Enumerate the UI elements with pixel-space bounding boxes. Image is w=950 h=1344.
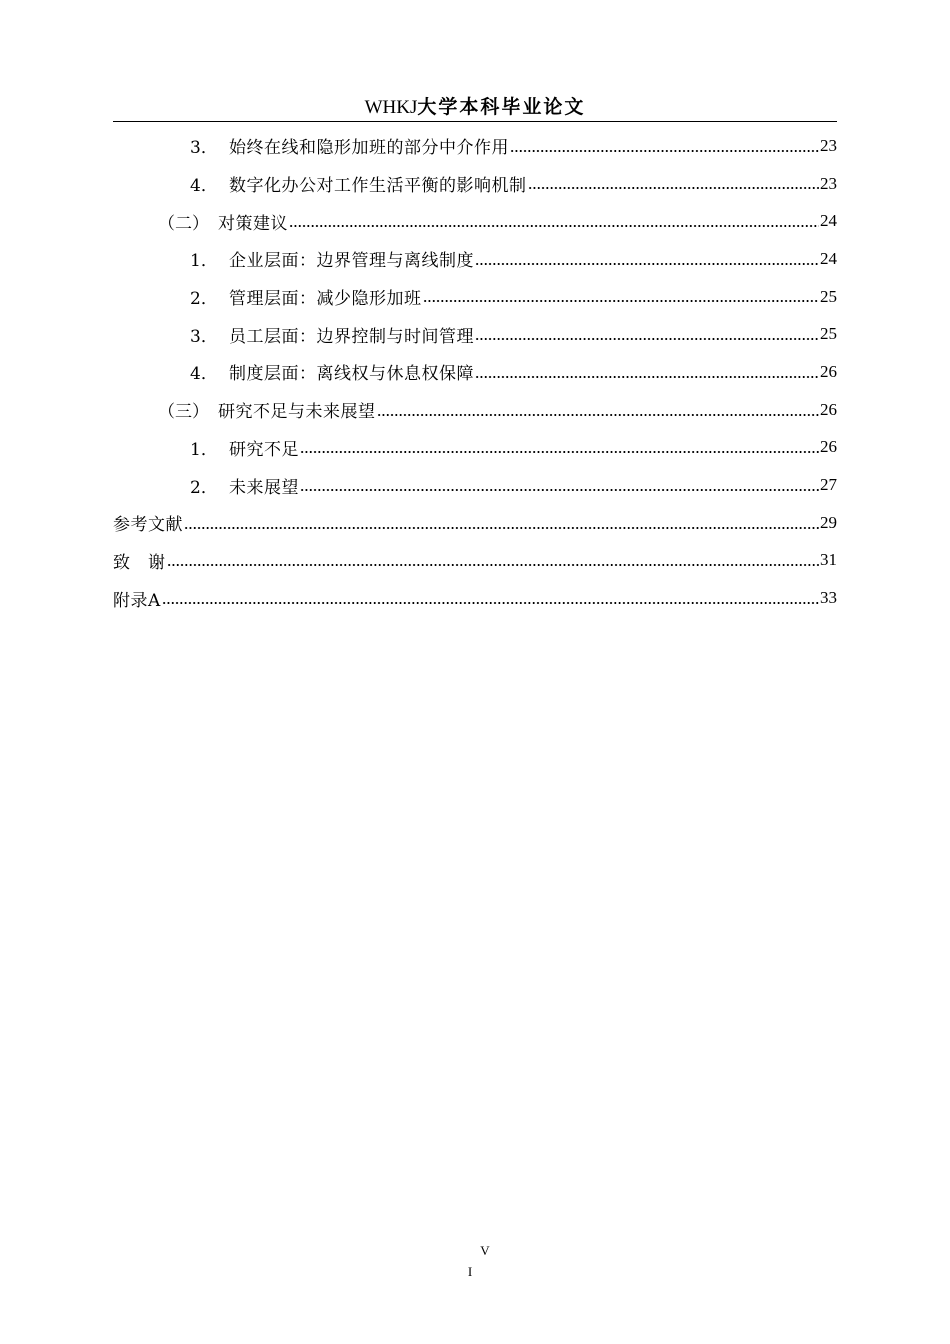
toc-entry-title: 数字化办公对工作生活平衡的影响机制 [229,176,527,197]
toc-entry[interactable] [113,391,837,429]
toc-entry-number: 2． [190,477,218,498]
toc-entry-page-number: 23 [820,135,837,155]
toc-entry[interactable] [113,278,837,316]
toc-entry-number: 4． [190,176,218,197]
toc-entry-number: 4． [190,364,218,385]
toc-entry[interactable] [113,165,837,203]
page-number-line1: V [480,1243,490,1258]
toc-dot-leader [300,488,819,492]
toc-entry[interactable] [113,315,837,353]
toc-entry-number: （二） [158,213,209,234]
toc-entry-number: 1． [190,251,218,272]
toc-entry-page-number: 23 [820,173,837,193]
toc-entry-title: 研究不足与未来展望 [218,402,376,423]
toc-dot-leader [167,563,820,567]
toc-dot-leader [510,149,819,153]
page-header [113,94,837,120]
toc-entry-page-number: 26 [820,399,837,419]
toc-dot-leader [377,413,820,417]
toc-entry-number: 1． [190,439,218,460]
toc-entry-page-number: 33 [820,588,837,608]
toc-dot-leader [162,601,819,605]
toc-entry-title: 致 谢 [113,552,166,573]
page-number-line2: I [467,1264,473,1279]
toc-entry-page-number: 24 [820,211,837,231]
toc-entry-page-number: 26 [820,361,837,381]
toc-entry-title: 附录A [113,590,161,611]
toc-entry[interactable] [113,127,837,165]
toc-entry-number: 3． [190,138,218,159]
toc-entry-page-number: 24 [820,248,837,268]
toc-entry-title: 研究不足 [229,439,299,460]
toc-dot-leader [475,262,819,266]
toc-dot-leader [423,299,820,303]
toc-entry[interactable] [113,202,837,240]
toc-entry-page-number: 27 [820,475,837,495]
toc-entry[interactable] [113,353,837,391]
toc-entry-title: 始终在线和隐形加班的部分中介作用 [229,138,509,159]
toc-entry[interactable] [113,466,837,504]
toc-dot-leader [289,224,819,228]
toc-entry[interactable] [113,504,837,542]
toc-entry[interactable] [113,542,837,580]
toc-entry-number: （三） [158,402,209,423]
toc-entry-page-number: 31 [820,550,837,570]
toc-dot-leader [475,337,819,341]
toc-entry-title: 企业层面：边界管理与离线制度 [229,251,474,272]
toc-entry-title: 员工层面：边界控制与时间管理 [229,326,474,347]
toc-dot-leader [184,526,819,530]
toc-entry-number: 3． [190,326,218,347]
header-rule [113,121,837,122]
toc-entry-title: 未来展望 [229,477,299,498]
toc-entry-title: 对策建议 [218,213,288,234]
toc-entry-title: 制度层面：离线权与休息权保障 [229,364,474,385]
table-of-contents [113,127,837,617]
toc-entry[interactable] [113,579,837,617]
toc-dot-leader [475,375,819,379]
toc-entry-page-number: 25 [820,324,837,344]
toc-entry-title: 参考文献 [113,515,183,536]
toc-entry[interactable] [113,429,837,467]
toc-dot-leader [528,186,820,190]
header-latin: WHKJ [364,97,418,118]
toc-entry-number: 2． [190,289,218,310]
header-title: 大学本科毕业论文 [417,96,586,118]
toc-entry[interactable] [113,240,837,278]
toc-entry-page-number: 26 [820,437,837,457]
toc-dot-leader [300,450,819,454]
toc-entry-page-number: 29 [820,512,837,532]
toc-entry-page-number: 25 [820,286,837,306]
toc-entry-title: 管理层面：减少隐形加班 [229,289,422,310]
